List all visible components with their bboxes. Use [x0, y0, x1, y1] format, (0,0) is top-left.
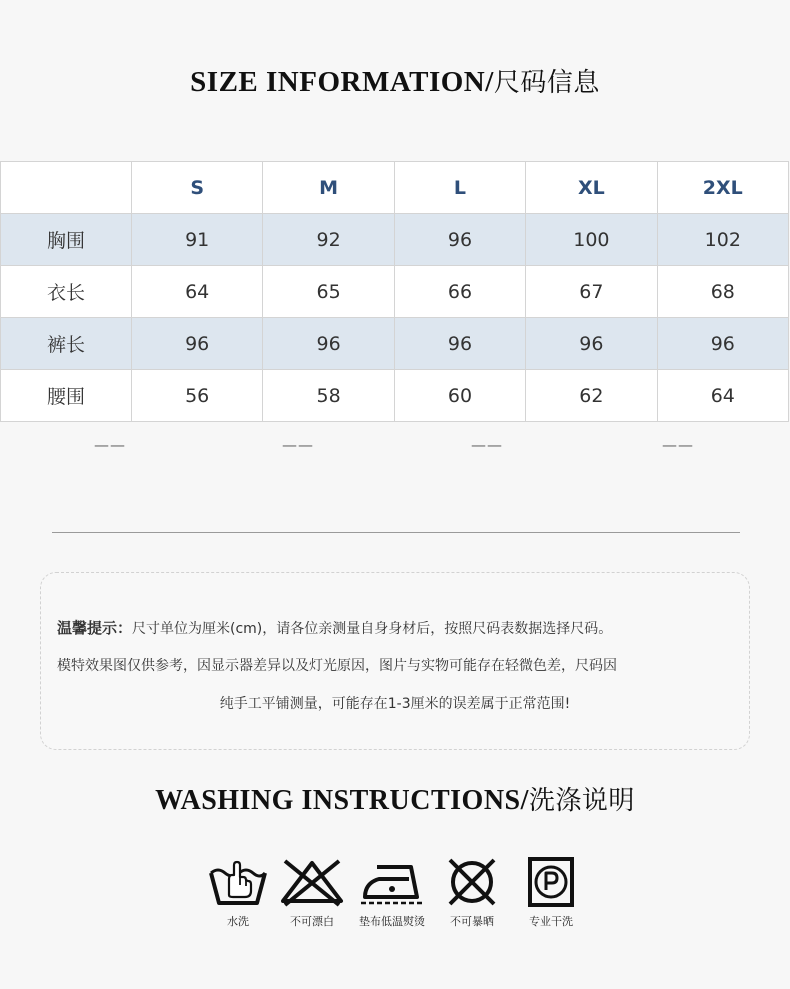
table-cell: 91	[132, 214, 263, 266]
row-label: 腰围	[1, 370, 132, 422]
table-cell: 64	[132, 266, 263, 318]
size-table-header	[1, 162, 789, 214]
table-cell: 60	[394, 370, 525, 422]
table-row	[1, 266, 789, 318]
wash-label: 不可暴晒	[450, 915, 494, 928]
table-cell: 96	[526, 318, 657, 370]
row-label: 裤长	[1, 318, 132, 370]
notice-line-3: 纯手工平铺测量，可能存在1-3厘米的误差属于正常范围!	[219, 696, 571, 712]
washing-instructions-title	[0, 780, 790, 817]
wash-item-dry-clean	[516, 857, 586, 929]
dash-placeholder: ——	[282, 436, 314, 454]
wash-label: 专业干洗	[529, 915, 573, 928]
table-cell: 96	[263, 318, 394, 370]
header-cell-m: M	[263, 162, 394, 214]
table-cell: 100	[526, 214, 657, 266]
notice-prefix: 温馨提示：	[57, 619, 133, 637]
notice-box	[40, 572, 750, 750]
notice-line-1	[41, 617, 749, 638]
table-row	[1, 318, 789, 370]
table-row	[1, 370, 789, 422]
wash-item-hand-wash	[203, 857, 273, 929]
size-title-cn: 尺码信息	[493, 68, 600, 98]
header-cell-l: L	[394, 162, 525, 214]
header-cell-2xl: 2XL	[657, 162, 788, 214]
wash-title-en: WASHING INSTRUCTIONS/	[155, 785, 529, 816]
table-cell: 96	[394, 318, 525, 370]
table-row	[1, 214, 789, 266]
hand-wash-icon	[207, 857, 269, 907]
size-title-en: SIZE INFORMATION/	[190, 66, 494, 98]
header-cell-s: S	[132, 162, 263, 214]
wash-label: 水洗	[227, 915, 249, 928]
header-cell-xl: XL	[526, 162, 657, 214]
table-cell: 96	[657, 318, 788, 370]
size-information-title	[0, 62, 790, 99]
wash-label: 垫布低温熨烫	[359, 915, 425, 928]
size-table	[0, 161, 789, 422]
table-cell: 64	[657, 370, 788, 422]
table-cell: 68	[657, 266, 788, 318]
dash-placeholder: ——	[662, 436, 694, 454]
wash-item-low-iron	[357, 857, 427, 929]
table-cell: 92	[263, 214, 394, 266]
wash-title-cn: 洗涤说明	[528, 786, 635, 816]
header-cell-empty	[1, 162, 132, 214]
table-cell: 96	[132, 318, 263, 370]
wash-item-no-bleach	[277, 857, 347, 929]
no-tumble-dry-icon	[442, 857, 502, 907]
table-cell: 58	[263, 370, 394, 422]
dry-clean-p-icon	[524, 857, 578, 907]
table-cell: 67	[526, 266, 657, 318]
low-iron-icon	[359, 857, 425, 907]
row-label: 衣长	[1, 266, 132, 318]
dash-placeholder: ——	[94, 436, 126, 454]
table-cell: 56	[132, 370, 263, 422]
no-bleach-icon	[279, 857, 345, 907]
wash-item-no-sun	[437, 857, 507, 929]
notice-line-2: 模特效果图仅供参考，因显示器差异以及灯光原因，图片与实物可能存在轻微色差，尺码因	[57, 658, 617, 674]
section-divider	[52, 532, 740, 533]
table-cell: 62	[526, 370, 657, 422]
row-label: 胸围	[1, 214, 132, 266]
table-cell: 65	[263, 266, 394, 318]
dash-placeholder: ——	[471, 436, 503, 454]
table-cell: 102	[657, 214, 788, 266]
table-cell: 96	[394, 214, 525, 266]
wash-label: 不可漂白	[290, 915, 334, 928]
table-cell: 66	[394, 266, 525, 318]
notice-text-1: 尺寸单位为厘米(cm)，请各位亲测量自身身材后，按照尺码表数据选择尺码。	[132, 621, 613, 637]
